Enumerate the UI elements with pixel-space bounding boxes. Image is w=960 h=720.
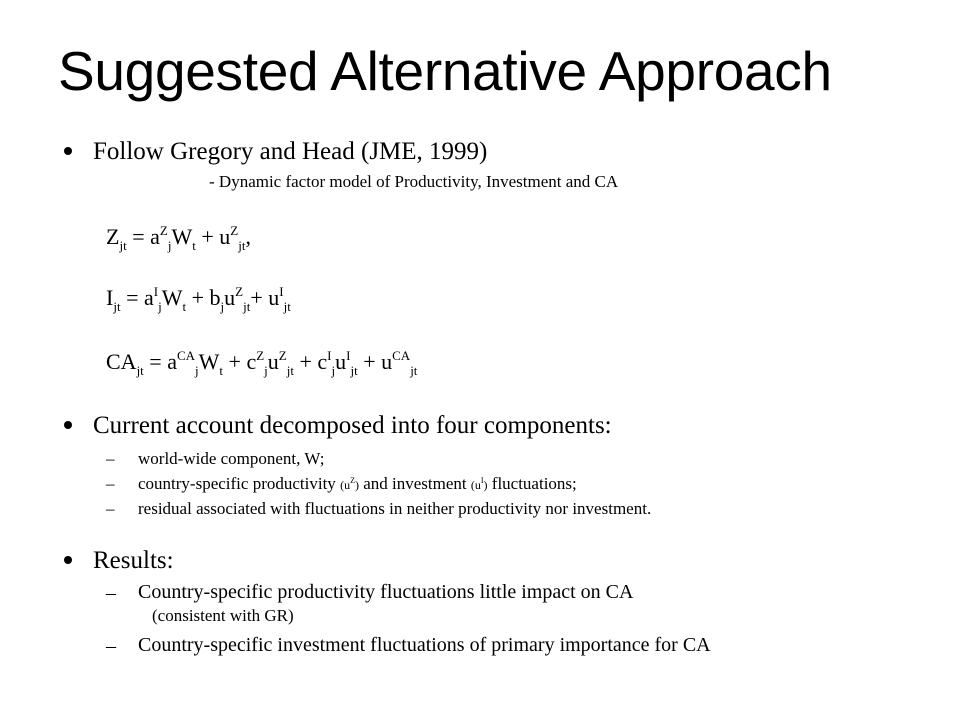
result-productivity: Country-specific productivity fluctuations little impact on CA xyxy=(138,581,634,603)
bullet-follow-gregory-head: Follow Gregory and Head (JME, 1999) xyxy=(93,138,488,165)
component-country-specific: country-specific productivity $(u^Z)$ and investment $(u^I)$ fluctuations; xyxy=(138,474,577,493)
result-consistent-with-gr: (consistent with GR) xyxy=(152,606,294,625)
component-world-wide: world-wide component, W; xyxy=(138,449,325,468)
equation-current-account: $CA_{jt} = a^{CA}_jW_t + c^Z_ju^Z_{jt} + c^I_ju^I_{jt} + u^{CA}_{jt}$ xyxy=(106,348,418,378)
dash-marker: – xyxy=(106,582,116,604)
equation-investment: $I_{jt} = a^I_jW_t + b_ju^Z_{jt}+ u^I_{jt}$ xyxy=(106,284,291,314)
sub-dynamic-factor-model: - Dynamic factor model of Productivity, Investment and CA xyxy=(209,172,619,191)
result-investment: Country-specific investment fluctuations of primary importance for CA xyxy=(138,634,711,656)
dash-marker: – xyxy=(106,499,115,518)
equation-productivity: $Z_{jt} = a^Z_jW_t + u^Z_{jt}$, xyxy=(106,223,251,253)
dash-marker: – xyxy=(106,474,115,493)
dash-marker: – xyxy=(106,449,115,468)
bullet-dot xyxy=(64,556,72,564)
bullet-dot xyxy=(64,421,72,429)
component-residual: residual associated with fluctuations in neither productivity nor investment. xyxy=(138,499,652,518)
dash-marker: – xyxy=(106,635,116,657)
bullet-dot xyxy=(64,147,72,155)
bullet-current-account-decomposed: Current account decomposed into four components: xyxy=(93,412,612,439)
slide-title: Suggested Alternative Approach xyxy=(58,40,832,102)
bullet-results: Results: xyxy=(93,547,174,574)
